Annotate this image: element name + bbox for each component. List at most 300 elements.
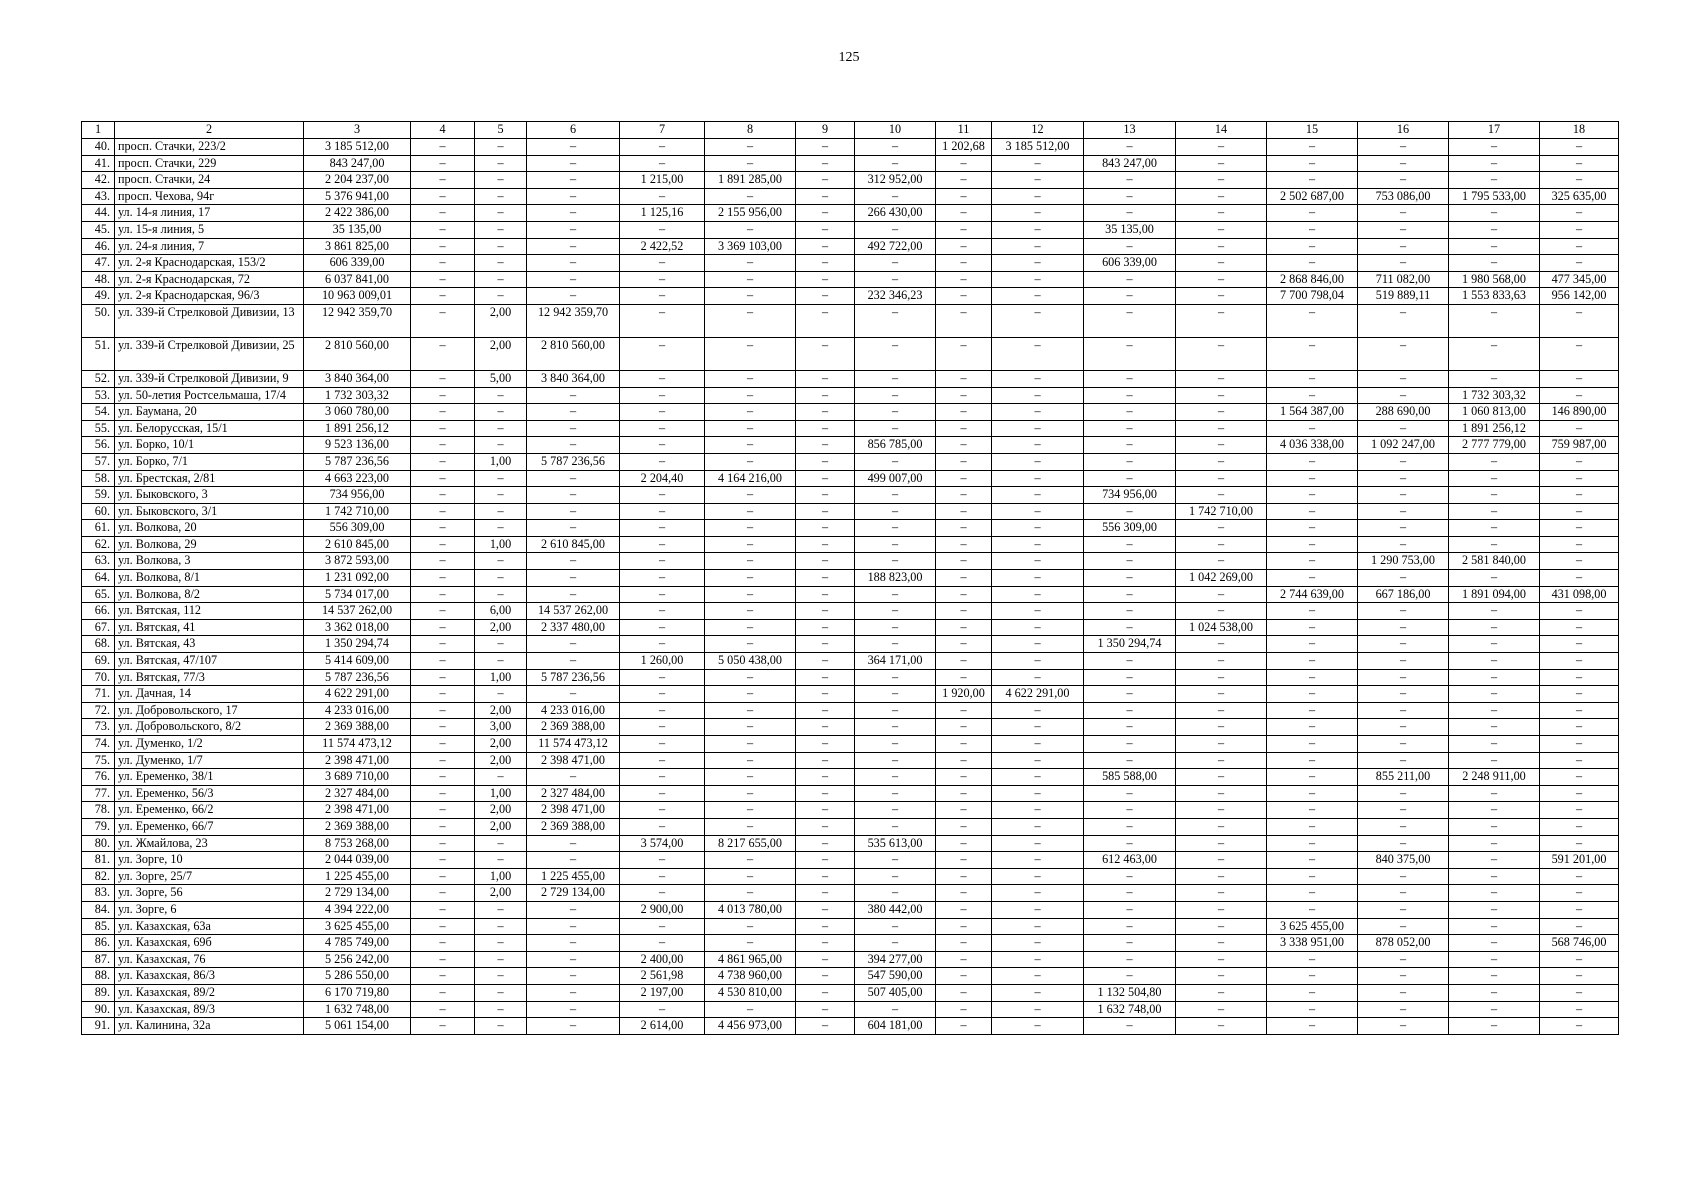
row-number: 85.	[82, 918, 115, 935]
value-cell: –	[411, 304, 475, 337]
value-cell: –	[620, 868, 705, 885]
value-cell: –	[411, 1001, 475, 1018]
value-cell: –	[1358, 255, 1449, 272]
value-cell: –	[936, 337, 992, 370]
value-cell: –	[1540, 636, 1619, 653]
value-cell: –	[1176, 603, 1267, 620]
value-cell: 4 233 016,00	[304, 702, 411, 719]
value-cell: 2 337 480,00	[527, 619, 620, 636]
value-cell: –	[620, 802, 705, 819]
value-cell: 4 233 016,00	[527, 702, 620, 719]
value-cell: –	[411, 487, 475, 504]
value-cell: –	[620, 188, 705, 205]
table-row	[82, 868, 1619, 885]
value-cell: 1 891 285,00	[705, 172, 796, 189]
value-cell: –	[1449, 1018, 1540, 1035]
value-cell: –	[796, 420, 855, 437]
table-row	[82, 304, 1619, 337]
value-cell: –	[705, 818, 796, 835]
value-cell: 2 610 845,00	[304, 536, 411, 553]
value-cell: –	[1540, 719, 1619, 736]
value-cell: –	[1449, 370, 1540, 387]
value-cell: 35 135,00	[304, 221, 411, 238]
value-cell: –	[855, 935, 936, 952]
value-cell: –	[705, 503, 796, 520]
value-cell: –	[411, 453, 475, 470]
value-cell: 2 155 956,00	[705, 205, 796, 222]
value-cell: –	[620, 487, 705, 504]
value-cell: –	[1267, 686, 1358, 703]
column-header: 15	[1267, 122, 1358, 139]
value-cell: 855 211,00	[1358, 769, 1449, 786]
value-cell: –	[936, 769, 992, 786]
value-cell: –	[796, 736, 855, 753]
value-cell: 840 375,00	[1358, 852, 1449, 869]
value-cell: 1,00	[475, 536, 527, 553]
value-cell: –	[1084, 785, 1176, 802]
value-cell: –	[705, 619, 796, 636]
address-cell: ул. Баумана, 20	[115, 404, 304, 421]
value-cell: –	[992, 719, 1084, 736]
value-cell: –	[411, 188, 475, 205]
row-number: 69.	[82, 653, 115, 670]
value-cell: 5 734 017,00	[304, 586, 411, 603]
value-cell: –	[855, 370, 936, 387]
value-cell: –	[796, 1018, 855, 1035]
column-header: 1	[82, 122, 115, 139]
value-cell: –	[1267, 736, 1358, 753]
table-row	[82, 702, 1619, 719]
table-row	[82, 653, 1619, 670]
value-cell: –	[1358, 172, 1449, 189]
value-cell: 2 369 388,00	[527, 719, 620, 736]
value-cell: –	[796, 238, 855, 255]
value-cell: –	[1267, 951, 1358, 968]
value-cell: –	[1540, 785, 1619, 802]
value-cell: –	[1084, 139, 1176, 156]
value-cell: –	[527, 1018, 620, 1035]
value-cell: –	[1449, 520, 1540, 537]
value-cell: 591 201,00	[1540, 852, 1619, 869]
value-cell: –	[936, 719, 992, 736]
value-cell: –	[1449, 736, 1540, 753]
value-cell: –	[796, 503, 855, 520]
value-cell: –	[475, 968, 527, 985]
value-cell: –	[1540, 172, 1619, 189]
address-cell: ул. Зорге, 56	[115, 885, 304, 902]
value-cell: –	[527, 172, 620, 189]
value-cell: –	[1084, 437, 1176, 454]
table-row	[82, 951, 1619, 968]
table-row	[82, 586, 1619, 603]
value-cell: –	[1084, 603, 1176, 620]
value-cell: –	[992, 984, 1084, 1001]
value-cell: 759 987,00	[1540, 437, 1619, 454]
address-cell: ул. Быковского, 3/1	[115, 503, 304, 520]
column-header: 16	[1358, 122, 1449, 139]
value-cell: 288 690,00	[1358, 404, 1449, 421]
value-cell: –	[1358, 370, 1449, 387]
value-cell: –	[1176, 918, 1267, 935]
value-cell: –	[1084, 669, 1176, 686]
value-cell: –	[475, 918, 527, 935]
value-cell: 604 181,00	[855, 1018, 936, 1035]
value-cell: –	[1358, 901, 1449, 918]
value-cell: 2,00	[475, 702, 527, 719]
value-cell: –	[992, 536, 1084, 553]
value-cell: –	[475, 420, 527, 437]
value-cell: 2,00	[475, 818, 527, 835]
value-cell: –	[475, 769, 527, 786]
value-cell: –	[855, 255, 936, 272]
value-cell: –	[527, 188, 620, 205]
value-cell: 35 135,00	[1084, 221, 1176, 238]
value-cell: 5 787 236,56	[527, 453, 620, 470]
value-cell: –	[411, 536, 475, 553]
value-cell: –	[1358, 619, 1449, 636]
value-cell: –	[1449, 255, 1540, 272]
value-cell: –	[1084, 188, 1176, 205]
value-cell: 3 689 710,00	[304, 769, 411, 786]
table-row	[82, 901, 1619, 918]
value-cell: 843 247,00	[1084, 155, 1176, 172]
value-cell: –	[855, 769, 936, 786]
value-cell: –	[855, 719, 936, 736]
value-cell: –	[992, 636, 1084, 653]
address-cell: ул. Волкова, 3	[115, 553, 304, 570]
value-cell: –	[1176, 702, 1267, 719]
value-cell: –	[475, 1001, 527, 1018]
value-cell: –	[1267, 901, 1358, 918]
value-cell: –	[992, 387, 1084, 404]
value-cell: –	[992, 288, 1084, 305]
value-cell: –	[1267, 553, 1358, 570]
value-cell: 4 013 780,00	[705, 901, 796, 918]
value-cell: –	[620, 271, 705, 288]
value-cell: –	[1358, 238, 1449, 255]
value-cell: –	[1358, 1001, 1449, 1018]
value-cell: –	[411, 520, 475, 537]
row-number: 90.	[82, 1001, 115, 1018]
value-cell: –	[620, 337, 705, 370]
value-cell: –	[1176, 785, 1267, 802]
table-row	[82, 752, 1619, 769]
value-cell: –	[936, 785, 992, 802]
value-cell: –	[936, 918, 992, 935]
value-cell: –	[705, 669, 796, 686]
value-cell: –	[475, 984, 527, 1001]
value-cell: –	[1540, 387, 1619, 404]
value-cell: –	[1358, 752, 1449, 769]
value-cell: 5 050 438,00	[705, 653, 796, 670]
value-cell: –	[527, 984, 620, 1001]
value-cell: –	[527, 968, 620, 985]
row-number: 81.	[82, 852, 115, 869]
row-number: 55.	[82, 420, 115, 437]
value-cell: –	[1176, 221, 1267, 238]
value-cell: –	[936, 586, 992, 603]
value-cell: 1 225 455,00	[527, 868, 620, 885]
table-row	[82, 536, 1619, 553]
address-cell: ул. Брестская, 2/81	[115, 470, 304, 487]
value-cell: –	[1084, 951, 1176, 968]
value-cell: –	[411, 255, 475, 272]
value-cell: 4 036 338,00	[1267, 437, 1358, 454]
value-cell: –	[411, 785, 475, 802]
value-cell: –	[1449, 802, 1540, 819]
value-cell: –	[936, 802, 992, 819]
row-number: 50.	[82, 304, 115, 337]
value-cell: –	[1176, 453, 1267, 470]
value-cell: –	[411, 935, 475, 952]
value-cell: –	[475, 553, 527, 570]
value-cell: –	[705, 139, 796, 156]
value-cell: 2,00	[475, 752, 527, 769]
address-cell: ул. Вятская, 47/107	[115, 653, 304, 670]
value-cell: –	[796, 255, 855, 272]
value-cell: –	[936, 453, 992, 470]
value-cell: –	[855, 669, 936, 686]
value-cell: –	[796, 453, 855, 470]
value-cell: 2 502 687,00	[1267, 188, 1358, 205]
value-cell: –	[1267, 702, 1358, 719]
value-cell: –	[620, 702, 705, 719]
column-header: 8	[705, 122, 796, 139]
value-cell: –	[796, 951, 855, 968]
value-cell: –	[796, 603, 855, 620]
value-cell: –	[705, 852, 796, 869]
table-row	[82, 404, 1619, 421]
table-row	[82, 935, 1619, 952]
table-row	[82, 968, 1619, 985]
value-cell: –	[855, 387, 936, 404]
value-cell: 2 398 471,00	[527, 752, 620, 769]
value-cell: –	[796, 288, 855, 305]
value-cell: –	[1449, 984, 1540, 1001]
value-cell: –	[936, 536, 992, 553]
value-cell: –	[1084, 470, 1176, 487]
value-cell: 2 729 134,00	[527, 885, 620, 902]
value-cell: –	[992, 553, 1084, 570]
row-number: 54.	[82, 404, 115, 421]
value-cell: –	[796, 752, 855, 769]
value-cell: –	[992, 885, 1084, 902]
column-header: 13	[1084, 122, 1176, 139]
value-cell: –	[1449, 669, 1540, 686]
value-cell: –	[936, 238, 992, 255]
value-cell: –	[936, 984, 992, 1001]
value-cell: –	[855, 702, 936, 719]
value-cell: –	[1540, 238, 1619, 255]
value-cell: 394 277,00	[855, 951, 936, 968]
value-cell: 2 900,00	[620, 901, 705, 918]
value-cell: –	[1176, 636, 1267, 653]
value-cell: –	[527, 951, 620, 968]
value-cell: –	[527, 420, 620, 437]
value-cell: –	[1084, 653, 1176, 670]
value-cell: –	[1540, 603, 1619, 620]
value-cell: 856 785,00	[855, 437, 936, 454]
value-cell: –	[992, 404, 1084, 421]
value-cell: –	[1176, 288, 1267, 305]
value-cell: –	[855, 885, 936, 902]
value-cell: –	[705, 255, 796, 272]
value-cell: –	[1176, 172, 1267, 189]
value-cell: –	[936, 470, 992, 487]
value-cell: –	[411, 271, 475, 288]
value-cell: –	[1449, 935, 1540, 952]
value-cell: –	[936, 702, 992, 719]
value-cell: –	[527, 570, 620, 587]
row-number: 72.	[82, 702, 115, 719]
value-cell: 6 170 719,80	[304, 984, 411, 1001]
value-cell: 1 553 833,63	[1449, 288, 1540, 305]
value-cell: 2 561,98	[620, 968, 705, 985]
value-cell: –	[992, 669, 1084, 686]
value-cell: 606 339,00	[1084, 255, 1176, 272]
value-cell: –	[1449, 536, 1540, 553]
value-cell: –	[936, 255, 992, 272]
value-cell: 2 369 388,00	[527, 818, 620, 835]
value-cell: –	[1267, 619, 1358, 636]
value-cell: –	[1449, 785, 1540, 802]
value-cell: –	[527, 653, 620, 670]
value-cell: –	[992, 586, 1084, 603]
value-cell: 146 890,00	[1540, 404, 1619, 421]
value-cell: –	[475, 404, 527, 421]
row-number: 58.	[82, 470, 115, 487]
value-cell: –	[1267, 968, 1358, 985]
value-cell: –	[475, 470, 527, 487]
value-cell: –	[475, 387, 527, 404]
value-cell: –	[855, 686, 936, 703]
value-cell: –	[1267, 370, 1358, 387]
value-cell: –	[796, 304, 855, 337]
address-cell: ул. Вятская, 41	[115, 619, 304, 636]
column-header: 17	[1449, 122, 1540, 139]
value-cell: 1 980 568,00	[1449, 271, 1540, 288]
value-cell: –	[1267, 852, 1358, 869]
column-header: 14	[1176, 122, 1267, 139]
address-cell: просп. Стачки, 24	[115, 172, 304, 189]
value-cell: 606 339,00	[304, 255, 411, 272]
value-cell: –	[1084, 172, 1176, 189]
value-cell: –	[705, 520, 796, 537]
value-cell: 1 632 748,00	[1084, 1001, 1176, 1018]
table-row	[82, 686, 1619, 703]
value-cell: –	[992, 520, 1084, 537]
value-cell: –	[705, 586, 796, 603]
value-cell: –	[992, 172, 1084, 189]
value-cell: –	[936, 370, 992, 387]
address-cell: ул. Вятская, 43	[115, 636, 304, 653]
value-cell: –	[705, 304, 796, 337]
value-cell: –	[705, 536, 796, 553]
value-cell: 7 700 798,04	[1267, 288, 1358, 305]
table-row	[82, 221, 1619, 238]
address-cell: ул. Еременко, 66/2	[115, 802, 304, 819]
value-cell: –	[855, 918, 936, 935]
value-cell: –	[1358, 603, 1449, 620]
value-cell: –	[1084, 918, 1176, 935]
value-cell: –	[475, 288, 527, 305]
value-cell: 2 400,00	[620, 951, 705, 968]
value-cell: –	[475, 503, 527, 520]
value-cell: –	[1358, 139, 1449, 156]
value-cell: –	[992, 868, 1084, 885]
value-cell: –	[992, 221, 1084, 238]
value-cell: –	[1358, 951, 1449, 968]
value-cell: 1 564 387,00	[1267, 404, 1358, 421]
value-cell: –	[936, 818, 992, 835]
value-cell: –	[936, 404, 992, 421]
column-header: 11	[936, 122, 992, 139]
value-cell: –	[1540, 669, 1619, 686]
value-cell: –	[1084, 238, 1176, 255]
value-cell: –	[1176, 304, 1267, 337]
value-cell: –	[527, 852, 620, 869]
value-cell: –	[1358, 387, 1449, 404]
value-cell: –	[1540, 868, 1619, 885]
value-cell: –	[1176, 951, 1267, 968]
value-cell: 2 197,00	[620, 984, 705, 1001]
value-cell: –	[411, 984, 475, 1001]
table-row	[82, 420, 1619, 437]
value-cell: –	[1449, 719, 1540, 736]
value-cell: –	[527, 470, 620, 487]
value-cell: –	[992, 603, 1084, 620]
row-number: 76.	[82, 769, 115, 786]
value-cell: 1 891 256,12	[304, 420, 411, 437]
row-number: 59.	[82, 487, 115, 504]
value-cell: –	[992, 337, 1084, 370]
value-cell: –	[855, 520, 936, 537]
row-number: 83.	[82, 885, 115, 902]
value-cell: –	[1358, 520, 1449, 537]
value-cell: –	[620, 769, 705, 786]
value-cell: –	[1176, 736, 1267, 753]
value-cell: –	[620, 288, 705, 305]
value-cell: 10 963 009,01	[304, 288, 411, 305]
value-cell: 4 622 291,00	[304, 686, 411, 703]
value-cell: –	[705, 155, 796, 172]
value-cell: –	[1358, 702, 1449, 719]
value-cell: –	[1267, 835, 1358, 852]
value-cell: –	[1176, 802, 1267, 819]
value-cell: –	[1267, 570, 1358, 587]
table-row	[82, 603, 1619, 620]
value-cell: 6,00	[475, 603, 527, 620]
value-cell: –	[527, 553, 620, 570]
value-cell: –	[796, 387, 855, 404]
value-cell: –	[1084, 503, 1176, 520]
value-cell: –	[475, 1018, 527, 1035]
value-cell: –	[475, 437, 527, 454]
value-cell: –	[1176, 984, 1267, 1001]
value-cell: –	[411, 636, 475, 653]
value-cell: –	[1449, 852, 1540, 869]
value-cell: –	[1449, 155, 1540, 172]
value-cell: –	[1084, 453, 1176, 470]
value-cell: –	[1540, 536, 1619, 553]
value-cell: –	[1084, 802, 1176, 819]
value-cell: –	[705, 221, 796, 238]
table-row	[82, 818, 1619, 835]
value-cell: 14 537 262,00	[527, 603, 620, 620]
value-cell: 2 369 388,00	[304, 719, 411, 736]
value-cell: –	[475, 172, 527, 189]
value-cell: 3 625 455,00	[304, 918, 411, 935]
